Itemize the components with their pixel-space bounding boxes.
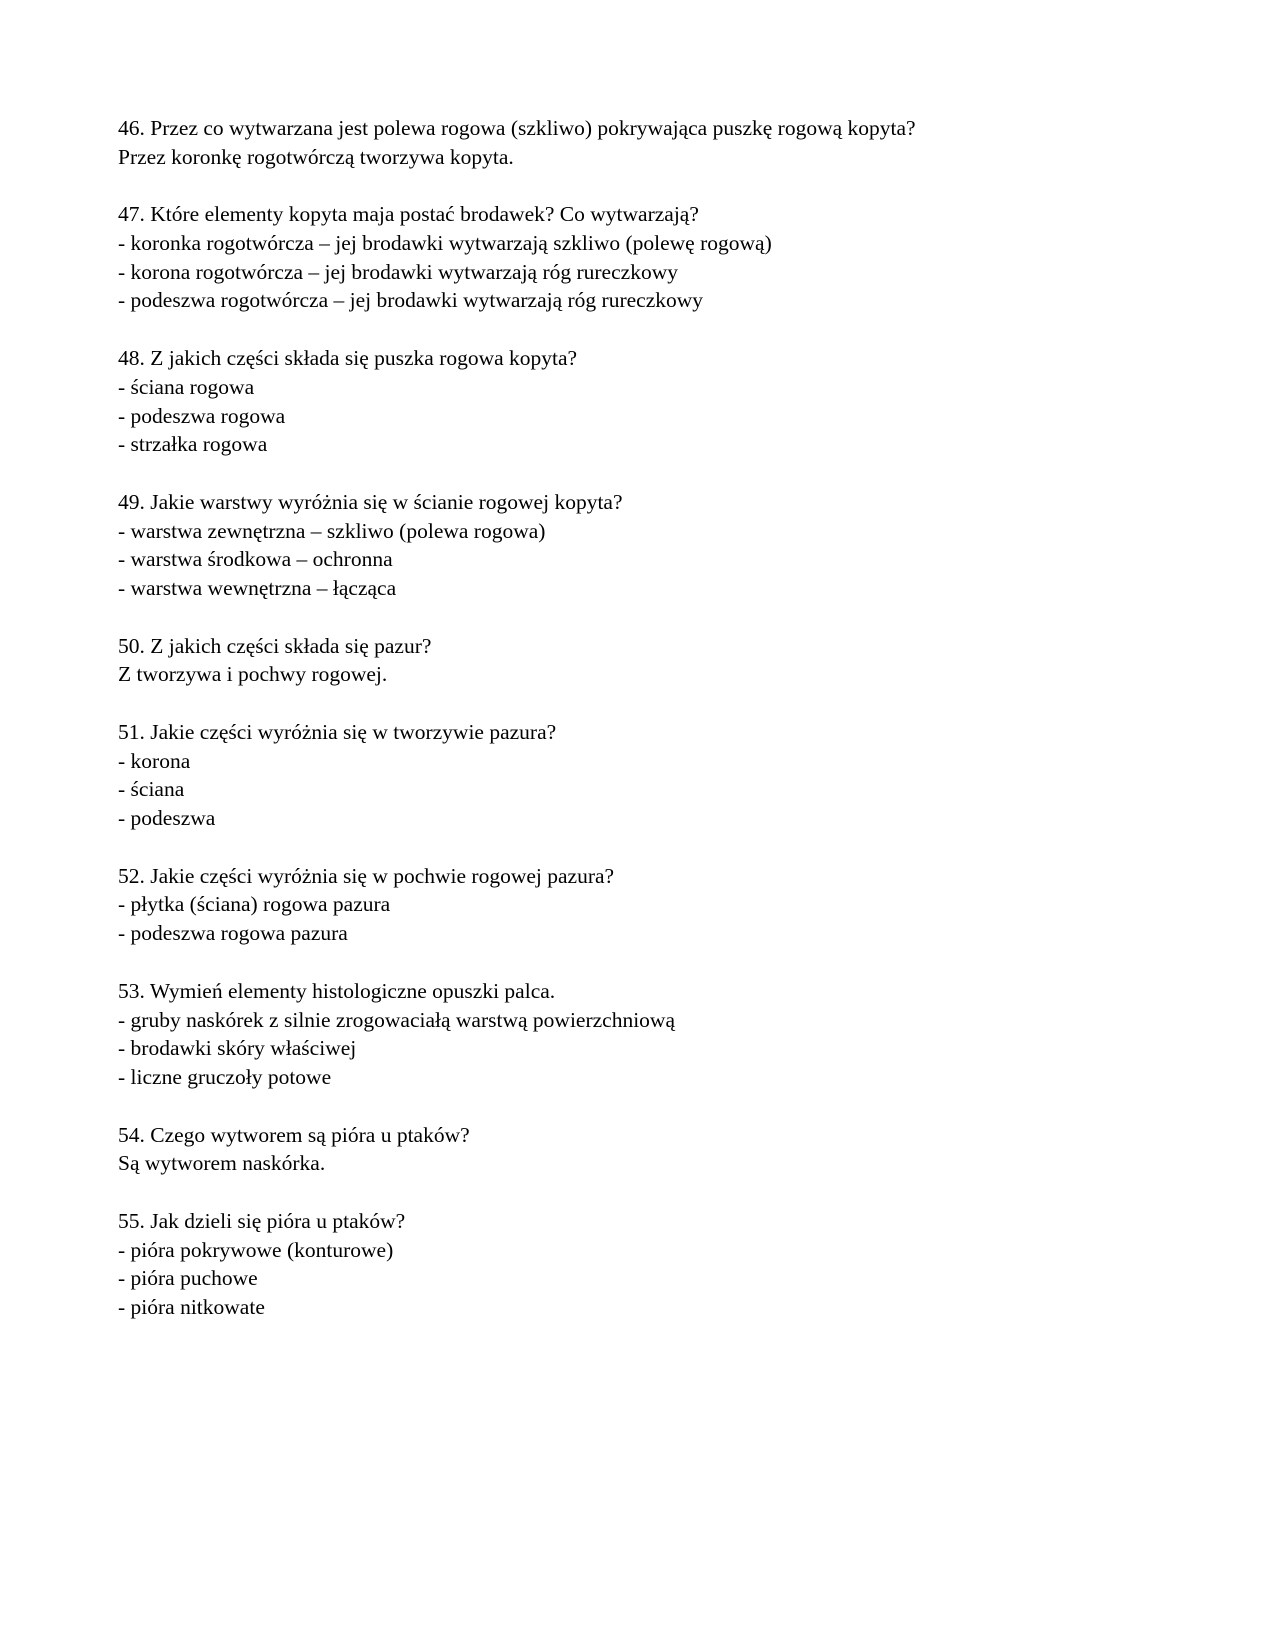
answer-line: - ściana rogowa [118,374,255,399]
answer-line: - podeszwa [118,806,216,831]
qa-block-48 [118,344,1178,459]
answer-line: - korona rogotwórcza – jej brodawki wytwarzają róg rureczkowy [118,259,678,284]
answer-line: - strzałka rogowa [118,432,268,457]
question-50: 50. Z jakich części składa się pazur? [118,633,432,658]
question-46: 46. Przez co wytwarzana jest polewa rogowa (szkliwo) pokrywająca puszkę rogową kopyta? [118,116,916,140]
question-53: 53. Wymień elementy histologiczne opuszki palca. [118,978,556,1003]
question-52: 52. Jakie części wyróżnia się w pochwie rogowej pazura? [118,863,615,888]
qa-block-47 [118,200,1178,315]
answer-line: - brodawki skóry właściwej [118,1036,357,1061]
qa-block-55 [118,1207,1178,1322]
answer-line: - pióra pokrywowe (konturowe) [118,1237,394,1262]
question-49: 49. Jakie warstwy wyróżnia się w ścianie rogowej kopyta? [118,489,623,514]
question-55: 55. Jak dzieli się pióra u ptaków? [118,1208,406,1233]
qa-block-52 [118,862,1178,948]
answer-line: - podeszwa rogotwórcza – jej brodawki wytwarzają róg rureczkowy [118,288,704,313]
answer-line: Są wytworem naskórka. [118,1151,326,1176]
answer-line: Z tworzywa i pochwy rogowej. [118,662,388,687]
answer-line: - pióra nitkowate [118,1295,265,1319]
question-47: 47. Które elementy kopyta maja postać brodawek? Co wytwarzają? [118,202,699,227]
question-54: 54. Czego wytworem są pióra u ptaków? [118,1122,470,1147]
answer-line: - koronka rogotwórcza – jej brodawki wytwarzają szkliwo (polewę rogową) [118,231,772,256]
qa-block-50 [118,632,1178,689]
answer-line: - warstwa zewnętrzna – szkliwo (polewa rogowa) [118,518,546,543]
answer-line: - podeszwa rogowa pazura [118,921,348,946]
question-51: 51. Jakie części wyróżnia się w tworzywie pazura? [118,720,557,744]
answer-line: - liczne gruczoły potowe [118,1064,332,1089]
answer-line: - korona [118,748,191,773]
qa-block-51 [118,718,1178,833]
qa-block-54 [118,1121,1178,1178]
answer-line: - warstwa wewnętrzna – łącząca [118,575,397,600]
qa-block-53 [118,977,1178,1092]
answer-line: - płytka (ściana) rogowa pazura [118,892,391,917]
qa-block-49 [118,488,1178,603]
answer-line: - ściana [118,777,185,802]
answer-line: - pióra puchowe [118,1266,258,1291]
answer-line: Przez koronkę rogotwórczą tworzywa kopyta. [118,144,514,169]
answer-line: - podeszwa rogowa [118,403,286,428]
document-page [118,114,1178,1351]
answer-line: - gruby naskórek z silnie zrogowaciałą warstwą powierzchniową [118,1007,675,1032]
question-48: 48. Z jakich części składa się puszka rogowa kopyta? [118,346,578,371]
answer-line: - warstwa środkowa – ochronna [118,547,393,572]
qa-block-46 [118,114,1178,171]
